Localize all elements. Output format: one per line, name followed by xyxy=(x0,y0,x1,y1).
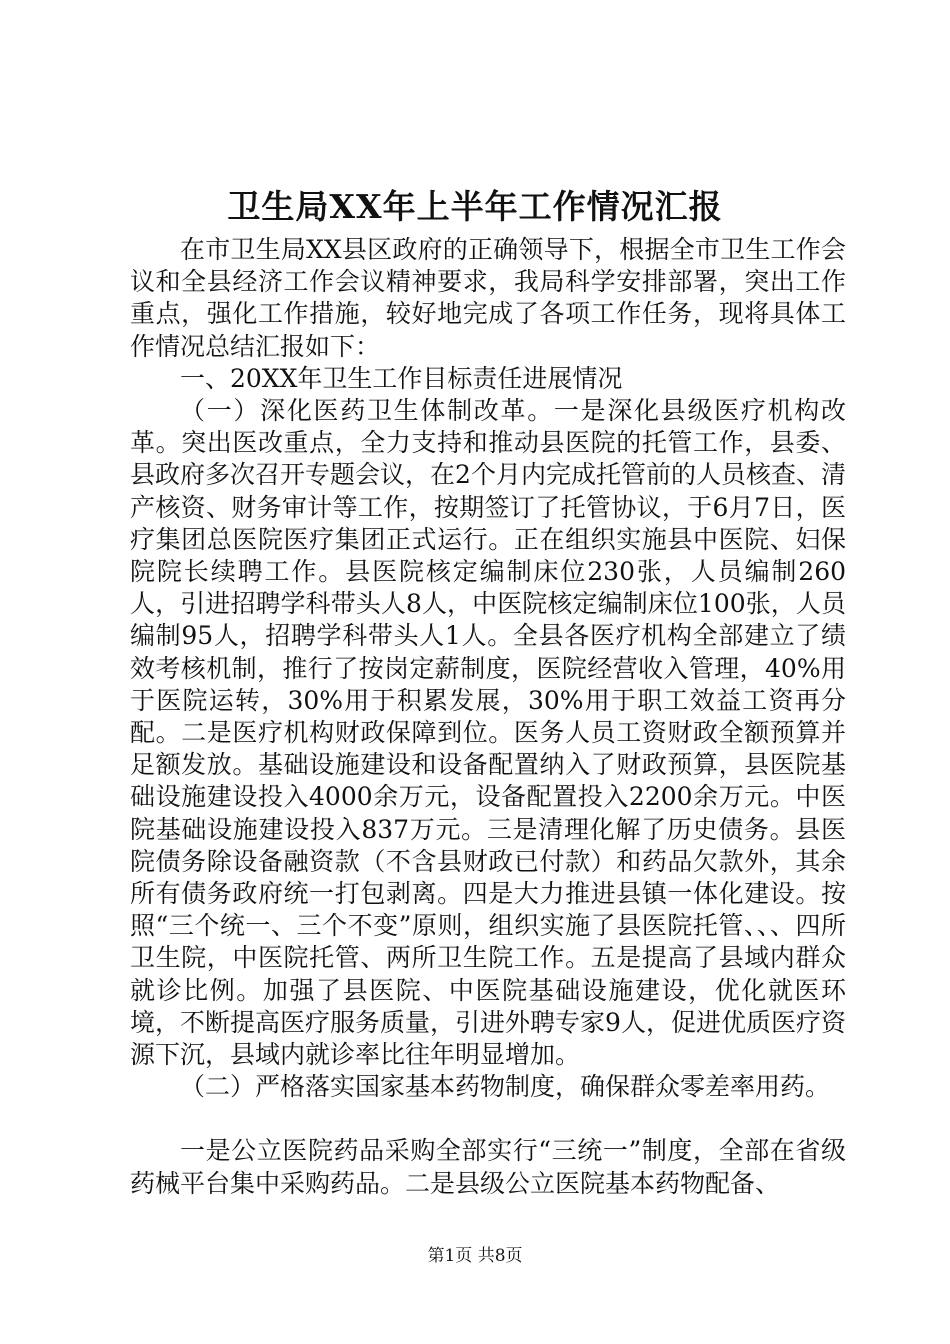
page-footer: 第1页 共8页 xyxy=(427,1246,523,1266)
document-body xyxy=(130,234,846,1200)
paragraph-reform: （一）深化医药卫生体制改革。一是深化县级医疗机构改革。突出医改重点，全力支持和推动县医院的托管工作，县委、县政府多次召开专题会议，在2个月内完成托管前的人员核查、清产核资、财务审计等工作，按期签订了托管协议，于6月7日，医疗集团总医院医疗集团正式运行。正在组织实施县中医院、妇保院院长续聘工作。县医院核定编制床位230张，人员编制260人，引进招聘学科带头人8人，中医院核定编制床位100张，人员编制95人，招聘学科带头人1人。全县各医疗机构全部建立了绩效考核机制，推行了按岗定薪制度，医院经营收入管理，40%用于医院运转，30%用于积累发展，30%用于职工效益工资再分配。二是医疗机构财政保障到位。医务人员工资财政全额预算并足额发放。基础设施建设和设备配置纳入了财政预算，县医院基础设施建设投入4000余万元，设备配置投入2200余万元。中医院基础设施建设投入837万元。三是清理化解了历史债务。县医院债务除设备融资款（不含县财政已付款）和药品欠款外，其余所有债务政府统一打包剥离。四是大力推进县镇一体化建设。按照“三个统一、三个不变”原则，组织实施了县医院托管、、、四所卫生院，中医院托管、两所卫生院工作。五是提高了县域内群众就诊比例。加强了县医院、中医院基础设施建设，优化就医环境，不断提高医疗服务质量，引进外聘专家9人，促进优质医疗资源下沉，县域内就诊率比往年明显增加。 xyxy=(130,396,846,1070)
section-heading-1: 一、20XX年卫生工作目标责任进展情况 xyxy=(180,363,623,393)
subsection-heading-2: （二）严格落实国家基本药物制度，确保群众零差率用药。 xyxy=(180,1072,831,1102)
document-title: 卫生局XX年上半年工作情况汇报 xyxy=(227,187,723,226)
paragraph-drug-procurement: 一是公立医院药品采购全部实行“三统一”制度，全部在省级药械平台集中采购药品。二是县级公立医院基本药物配备、 xyxy=(130,1136,846,1198)
paragraph-intro: 在市卫生局XX县区政府的正确领导下，根据全市卫生工作会议和全县经济工作会议精神要求，我局科学安排部署，突出工作重点，强化工作措施，较好地完成了各项工作任务，现将具体工作情况总结汇报如下： xyxy=(130,235,846,361)
